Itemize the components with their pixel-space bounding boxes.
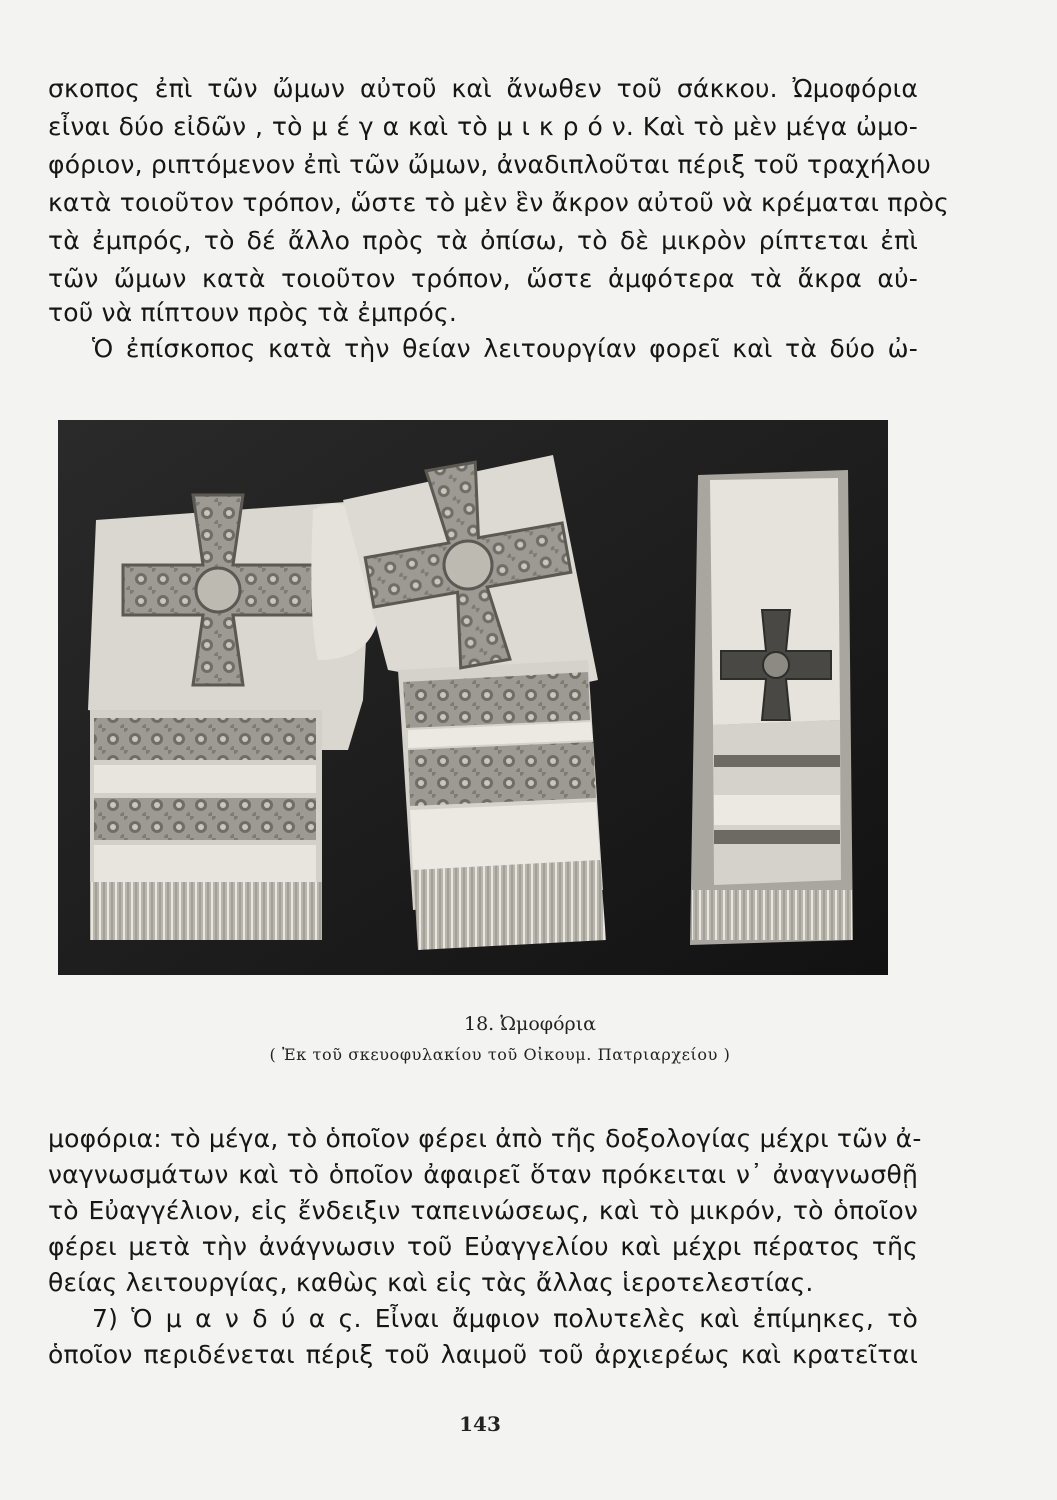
text-line: κατὰ τοιοῦτον τρόπον, ὥστε τὸ μὲν ἓν ἄκρον αὐτοῦ νὰ κρέμαται πρὸς (48, 188, 949, 217)
figure-caption: 18. Ὠμοφόρια (464, 1013, 596, 1035)
text-line: τὸ Εὐαγγέλιον, εἰς ἔνδειξιν ταπεινώσεως, καὶ τὸ μικρόν, τὸ ὁποῖον (48, 1196, 918, 1225)
text-line: Ὁ ἐπίσκοπος κατὰ τὴν θείαν λειτουργίαν φορεῖ καὶ τὰ δύο ὠ- (92, 334, 918, 363)
omophoria-photo-illustration (58, 420, 888, 975)
text-line: τὰ ἐμπρός, τὸ δέ ἄλλο πρὸς τὰ ὀπίσω, τὸ δὲ μικρὸν ρίπτεται ἐπὶ (48, 226, 918, 255)
text-line: τοῦ νὰ πίπτουν πρὸς τὰ ἐμπρός. (48, 298, 458, 327)
text-line: ὁποῖον περιδένεται πέριξ τοῦ λαιμοῦ τοῦ ἀρχιερέως καὶ κρατεῖται (48, 1340, 918, 1369)
text-line: σκοπος ἐπὶ τῶν ὤμων αὐτοῦ καὶ ἄνωθεν τοῦ σάκκου. Ὠμοφόρια (48, 74, 918, 103)
right-omophorion (690, 470, 853, 945)
omophoria-photograph (58, 420, 888, 975)
text-line: τῶν ὤμων κατὰ τοιοῦτον τρόπον, ὥστε ἀμφότερα τὰ ἄκρα αὐ- (48, 264, 918, 293)
text-line: φέρει μετὰ τὴν ἀνάγνωσιν τοῦ Εὐαγγελίου καὶ μέχρι πέρατος τῆς (48, 1232, 918, 1261)
text-line: 7) Ὁ μ α ν δ ύ α ς. Εἶναι ἄμφιον πολυτελὲς καὶ ἐπίμηκες, τὸ (92, 1304, 918, 1333)
text-line: εἶναι δύο εἰδῶν , τὸ μ έ γ α καὶ τὸ μ ι κ ρ ό ν. Καὶ τὸ μὲν μέγα ὠμο- (48, 112, 918, 141)
text-line: μοφόρια: τὸ μέγα, τὸ ὁποῖον φέρει ἀπὸ τῆς δοξολογίας μέχρι τῶν ἀ- (48, 1124, 922, 1153)
text-line: φόριον, ριπτόμενον ἐπὶ τῶν ὤμων, ἀναδιπλοῦται πέριξ τοῦ τραχήλου (48, 150, 931, 179)
text-line: ναγνωσμάτων καὶ τὸ ὁποῖον ἀφαιρεῖ ὅταν πρόκειται ν᾽ ἀναγνωσθῇ (48, 1160, 918, 1189)
page-number: 143 (459, 1412, 501, 1436)
text-line: θείας λειτουργίας, καθὼς καὶ εἰς τὰς ἄλλας ἱεροτελεστίας. (48, 1268, 814, 1297)
figure-source-caption: ( Ἐκ τοῦ σκευοφυλακίου τοῦ Οἰκουμ. Πατριαρχείου ) (269, 1045, 731, 1064)
